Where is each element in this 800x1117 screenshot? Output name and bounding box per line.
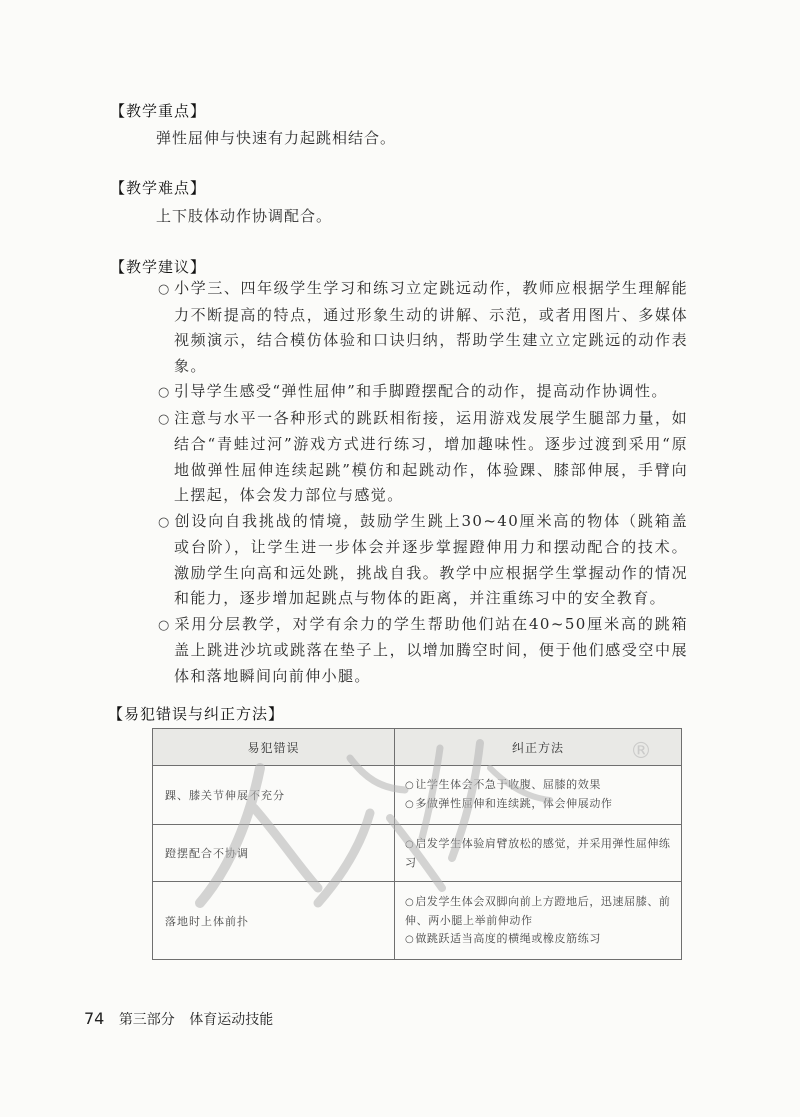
fix-item: ○启发学生体验肩臂放松的感觉，并采用弹性屈伸练习 — [405, 836, 671, 869]
error-cell: 落地时上体前扑 — [153, 882, 395, 960]
fix-item: ○做跳跃适当高度的横绳或橡皮筋练习 — [405, 931, 601, 945]
suggestion-text: 小学三、四年级学生学习和练习立定跳远动作，教师应根据学生理解能力不断提高的特点，通过形象生动的讲解、示范，或者用图片、多媒体视频演示，结合模仿体验和口诀归纳，帮助学生建立立定跳远的动作表象。 — [174, 279, 688, 375]
circle-bullet-icon: ○ — [405, 780, 415, 791]
circle-bullet-icon: ○ — [158, 514, 171, 530]
table-row — [153, 766, 682, 825]
difficulties-text: 上下肢体动作协调配合。 — [156, 207, 333, 225]
suggestion-text: 引导学生感受“弹性屈伸”和手脚蹬摆配合的动作，提高动作协调性。 — [174, 382, 668, 400]
key-points-text: 弹性屈伸与快速有力起跳相结合。 — [156, 129, 397, 147]
fix-cell — [395, 882, 682, 960]
errors-heading: 【易犯错误与纠正方法】 — [108, 705, 285, 723]
circle-bullet-icon: ○ — [158, 617, 171, 633]
suggestions-heading: 【教学建议】 — [110, 258, 207, 276]
page-footer — [84, 1009, 273, 1029]
error-cell: 踝、膝关节伸展不充分 — [153, 766, 395, 825]
fix-cell — [395, 825, 682, 882]
suggestions-list — [158, 276, 688, 689]
column-header-error: 易犯错误 — [153, 729, 395, 766]
list-item — [158, 379, 688, 406]
column-header-fix: 纠正方法 — [395, 729, 682, 766]
suggestion-text: 采用分层教学，对学有余力的学生帮助他们站在40~50厘米高的跳箱盖上跳进沙坑或跳落在垫子上，以增加腾空时间，便于他们感受空中展体和落地瞬间向前伸小腿。 — [174, 614, 688, 685]
circle-bullet-icon: ○ — [158, 385, 171, 400]
fix-item: ○启发学生体会双脚向前上方蹬地后，迅速屈膝、前伸、两小腿上举前伸动作 — [405, 894, 671, 927]
errors-table — [152, 728, 682, 960]
fix-cell — [395, 766, 682, 825]
part-label: 第三部分 — [118, 1012, 175, 1028]
circle-bullet-icon: ○ — [405, 838, 415, 850]
key-points-heading: 【教学重点】 — [110, 102, 207, 120]
list-item — [158, 612, 688, 690]
error-cell: 蹬摆配合不协调 — [153, 825, 395, 882]
table-header-row — [153, 729, 682, 766]
circle-bullet-icon: ○ — [405, 933, 415, 945]
fix-item: ○让学生体会不急于收腹、屈膝的效果 — [405, 778, 601, 791]
circle-bullet-icon: ○ — [158, 282, 171, 297]
registered-mark-icon: ® — [630, 739, 652, 764]
circle-bullet-icon: ○ — [158, 411, 171, 427]
suggestion-text: 注意与水平一各种形式的跳跃相衔接，运用游戏发展学生腿部力量，如结合“青蛙过河”游戏方式进行练习，增加趣味性。逐步过渡到采用“原地做弹性屈伸连续起跳”模仿和起跳动作，体验踝、膝部伸展，手臂向上摆起，体会发力部位与感觉。 — [174, 408, 688, 504]
table-row — [153, 825, 682, 882]
table-row — [153, 882, 682, 960]
list-item — [158, 276, 688, 379]
list-item — [158, 509, 688, 612]
difficulties-heading: 【教学难点】 — [110, 179, 207, 197]
list-item — [158, 406, 688, 509]
circle-bullet-icon: ○ — [405, 799, 415, 810]
circle-bullet-icon: ○ — [405, 896, 415, 908]
fix-item: ○多做弹性屈伸和连续跳，体会伸展动作 — [405, 797, 613, 810]
page-number: 74 — [84, 1009, 105, 1028]
suggestion-text: 创设向自我挑战的情境，鼓励学生跳上30~40厘米高的物体（跳箱盖或台阶），让学生进一步体会并逐步掌握蹬伸用力和摆动配合的技术。激励学生向高和远处跳，挑战自我。教学中应根据学生掌握动作的情况和能力，逐步增加起跳点与物体的距离，并注重练习中的安全教育。 — [174, 511, 688, 607]
part-title: 体育运动技能 — [189, 1012, 274, 1028]
